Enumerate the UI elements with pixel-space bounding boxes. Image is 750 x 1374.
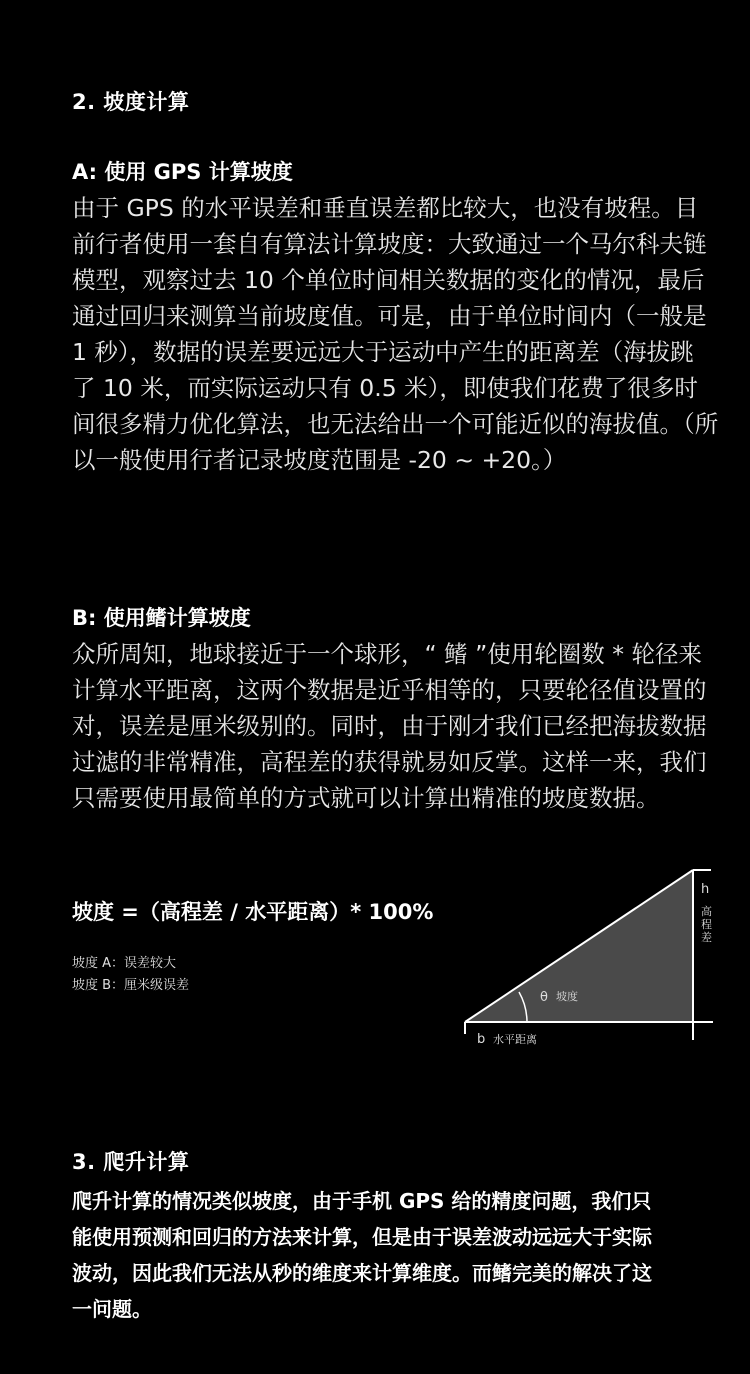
paragraph-line: 间很多精力优化算法，也无法给出一个可能近似的海拔值。（所: [72, 410, 719, 438]
theta-symbol: θ: [540, 990, 548, 1005]
paragraph-line: 了 10 米，而实际运动只有 0.5 米），即使我们花费了很多时: [72, 374, 698, 402]
paragraph-line: 爬升计算的情况类似坡度，由于手机 GPS 给的精度问题，我们只: [72, 1189, 652, 1213]
height-text-3: 差: [701, 931, 712, 944]
section-2a-title: A: 使用 GPS 计算坡度: [72, 160, 293, 184]
slope-formula: 坡度 =（高程差 / 水平距离）* 100%: [72, 900, 434, 924]
paragraph-line: 通过回归来测算当前坡度值。可是，由于单位时间内（一般是: [72, 302, 707, 330]
theta-text: 坡度: [556, 990, 578, 1003]
base-text: 水平距离: [493, 1033, 537, 1046]
height-text-2: 程: [701, 918, 712, 931]
paragraph-line: 计算水平距离，这两个数据是近乎相等的，只要轮径值设置的: [72, 676, 707, 704]
paragraph-line: 对，误差是厘米级别的。同时，由于刚才我们已经把海拔数据: [72, 712, 707, 740]
note-slope-a: 坡度 A：误差较大: [72, 956, 177, 971]
paragraph-line: 能使用预测和回归的方法来计算，但是由于误差波动远远大于实际: [72, 1225, 652, 1249]
base-label: b: [477, 1032, 486, 1047]
height-text-1: 高: [701, 905, 712, 918]
paragraph-line: 前行者使用一套自有算法计算坡度：大致通过一个马尔科夫链: [72, 230, 707, 258]
paragraph-line: 众所周知，地球接近于一个球形，“ 鳍 ”使用轮圈数 * 轮径来: [72, 640, 702, 668]
section-3-title: 3. 爬升计算: [72, 1150, 190, 1174]
height-label: h: [701, 882, 710, 897]
paragraph-line: 只需要使用最简单的方式就可以计算出精准的坡度数据。: [72, 784, 660, 812]
section-2b-paragraph: [72, 636, 732, 816]
note-slope-b: 坡度 B：厘米级误差: [72, 978, 190, 993]
section-2b-title: B: 使用鳍计算坡度: [72, 606, 251, 630]
paragraph-line: 波动，因此我们无法从秒的维度来计算维度。而鳍完美的解决了这: [72, 1261, 652, 1285]
paragraph-line: 以一般使用行者记录坡度范围是 -20 ~ +20。）: [72, 446, 567, 474]
paragraph-line: 由于 GPS 的水平误差和垂直误差都比较大，也没有坡程。目: [72, 194, 699, 222]
paragraph-line: 1 秒），数据的误差要远远大于运动中产生的距离差（海拔跳: [72, 338, 694, 366]
section-2-title: 2. 坡度计算: [72, 90, 190, 114]
section-2a-paragraph: [72, 190, 732, 478]
paragraph-line: 一问题。: [72, 1297, 152, 1321]
paragraph-line: 模型，观察过去 10 个单位时间相关数据的变化的情况，最后: [72, 266, 705, 294]
slope-triangle-diagram: [455, 862, 735, 1052]
section-3-paragraph: [72, 1183, 732, 1327]
paragraph-line: 过滤的非常精准，高程差的获得就易如反掌。这样一来，我们: [72, 748, 707, 776]
